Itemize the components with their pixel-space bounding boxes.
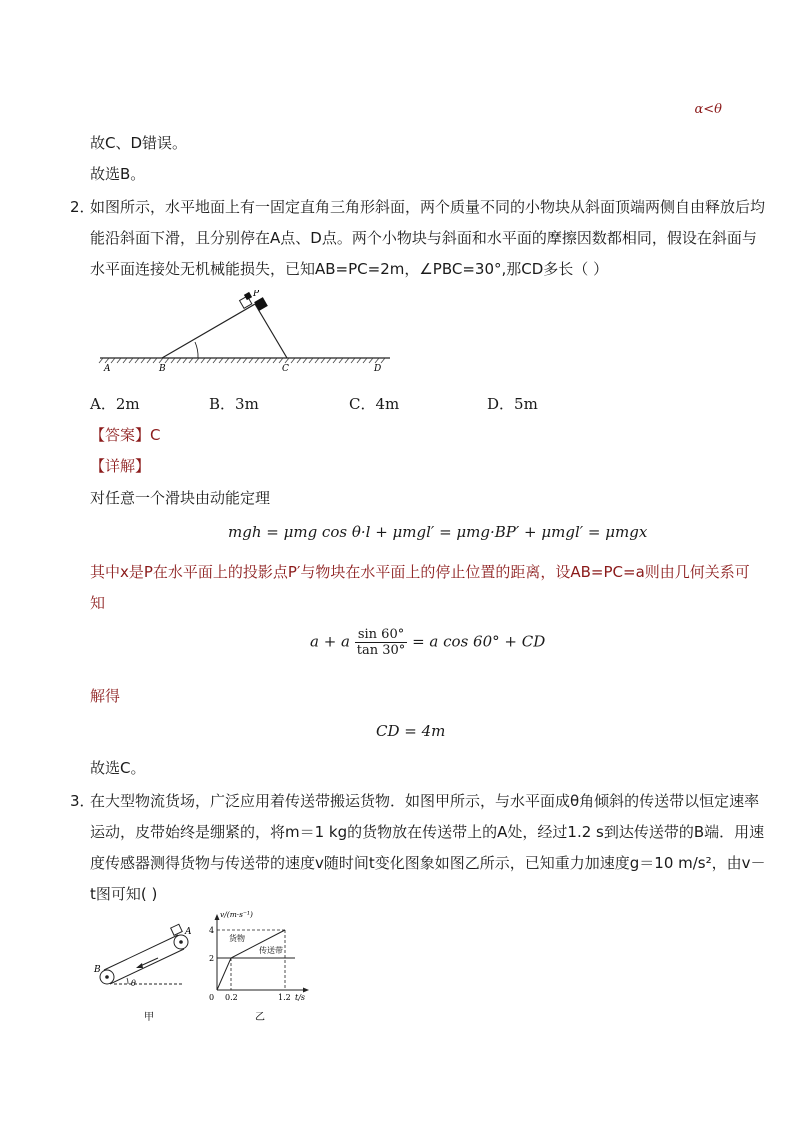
angle-arc [195,342,198,358]
solve-label: 解得 [90,687,121,705]
label-c: C [282,364,289,374]
y-axis-arrow [215,914,220,920]
eq2-right: = a cos 60° + CD [412,632,546,651]
label-b-jia: B [94,965,101,975]
ground-hatching [99,358,385,363]
top-right-note: α<θ [694,102,722,117]
prev-answer-line2: 故选B。 [90,165,146,183]
equation-geometry [310,627,545,658]
x-axis-label: t/s [295,993,306,1002]
q3-stem-line2: 运动，皮带始终是绷紧的，将m＝1 kg的货物放在传送带上的A处，经过1.2 s到达传送带的B端．用速 [90,823,765,841]
detail-label: 【详解】 [90,457,151,475]
q2-stem-line1: 如图所示，水平地面上有一固定直角三角形斜面，两个质量不同的小物块从斜面顶端两侧自由释放后均 [90,198,766,216]
eq2-denominator: tan 30° [356,643,406,658]
belt-bottom [110,949,184,984]
equation-result: CD = 4m [376,722,446,740]
option-d: D．5m [487,395,538,413]
x-tick-02: 0.2 [225,993,238,1002]
y-axis-label: v/(m·s⁻¹) [220,910,253,919]
block-right [254,297,268,311]
x-axis-arrow [303,988,309,993]
label-jia: 甲 [144,1012,154,1023]
option-b: B．3m [209,395,259,413]
q2-number: 2． [70,198,95,216]
eq2-left: a + a [310,632,350,651]
answer-label: 【答案】C [90,426,161,444]
roller-b-center [105,975,109,979]
q3-stem-line4: t图可知( ) [90,885,158,903]
series-label-cargo: 货物 [229,934,245,943]
x-tick-12: 1.2 [278,993,291,1002]
x-tick-0: 0 [209,993,215,1002]
incline-bp [162,304,255,358]
q3-figure-yi [205,910,315,1025]
q2-conclusion: 故选C。 [90,759,146,777]
prev-answer-line1: 故C、D错误。 [90,134,188,152]
explain-line2: 知 [90,594,106,612]
roller-a-center [179,940,183,944]
q2-stem-line3: 水平面连接处无机械能损失，已知AB=PC=2m，∠PBC=30°,那CD多长（ ） [90,260,609,278]
q3-figure-jia [92,920,202,1025]
y-tick-2: 2 [209,954,215,963]
equation-energy: mgh = μmg cos θ·l + μmgl′ = μmg·BP′ + μmgl′ = μmgx [228,523,648,541]
explain-line1: 其中x是P在水平面上的投影点P′与物块在水平面上的停止位置的距离，设AB=PC=a则由几何关系可 [90,563,750,581]
label-b: B [159,364,166,374]
q2-stem-line2: 能沿斜面下滑，且分别停在A点、D点。两个小物块与斜面和水平面的摩擦因数都相同，假设在斜面与 [90,229,757,247]
label-yi: 乙 [255,1012,265,1023]
q3-number: 3． [70,792,95,810]
q2-incline-figure [95,290,395,380]
series-label-belt: 传送带 [259,946,283,955]
label-a-jia: A [185,927,192,937]
cargo-speed-line [217,930,285,990]
theta-arc [127,978,128,984]
q3-stem-line3: 度传感器测得货物与传送带的速度v随时间t变化图象如图乙所示，已知重力加速度g＝10 m/s²，由v－ [90,854,766,872]
eq2-fraction [355,627,408,658]
option-a: A．2m [90,395,140,413]
cargo-box [171,924,183,935]
q3-stem-line1: 在大型物流货场，广泛应用着传送带搬运货物．如图甲所示，与水平面成θ角倾斜的传送带以恒定速率 [90,792,760,810]
label-a: A [104,364,111,374]
y-tick-4: 4 [209,926,215,935]
label-theta: θ [131,979,136,988]
eq2-numerator: sin 60° [355,627,408,643]
arrow-head [136,963,143,968]
incline-pc [255,304,287,358]
label-d: D [374,364,382,374]
label-p: P [253,290,260,299]
detail-intro: 对任意一个滑块由动能定理 [90,489,271,507]
option-c: C．4m [349,395,400,413]
